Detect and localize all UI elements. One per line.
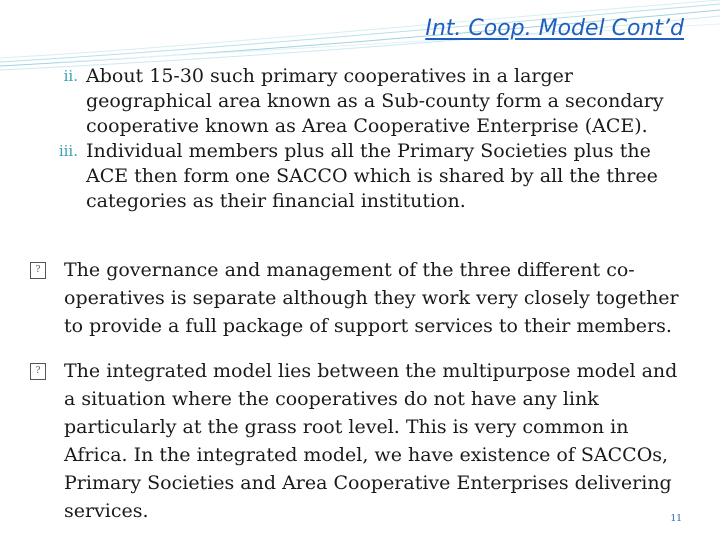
list-item: [38, 139, 688, 214]
list-item: [38, 64, 688, 139]
list-marker: ii.: [63, 67, 78, 85]
page-number: 11: [670, 514, 682, 524]
list-marker: iii.: [58, 142, 78, 160]
slide-title: Int. Coop. Model Cont’d: [425, 16, 684, 41]
bullet-text: The governance and management of the three different co-operatives is separate although they work very closely together to provide a full package of support services to their members.: [64, 259, 679, 337]
bullet-text: The integrated model lies between the multipurpose model and a situation where the cooperatives do not have any link particularly at the grass root level. This is very common in Africa. In the integrated model, we have existence of SACCOs, Primary Societies and Area Cooperative Enterprises delivering services.: [64, 360, 678, 522]
list-item-text: About 15-30 such primary cooperatives in a larger geographical area known as a Sub-county form a secondary cooperative known as Area Cooperative Enterprise (ACE).: [86, 65, 664, 137]
bullet-paragraph: [30, 256, 692, 340]
missing-glyph-bullet-icon: ?: [30, 262, 46, 279]
bullet-paragraph: [30, 357, 692, 525]
list-item-text: Individual members plus all the Primary Societies plus the ACE then form one SACCO which is shared by all the three categories as their financial institution.: [86, 140, 658, 212]
missing-glyph-bullet-icon: ?: [30, 363, 46, 380]
numbered-list: [38, 64, 688, 214]
